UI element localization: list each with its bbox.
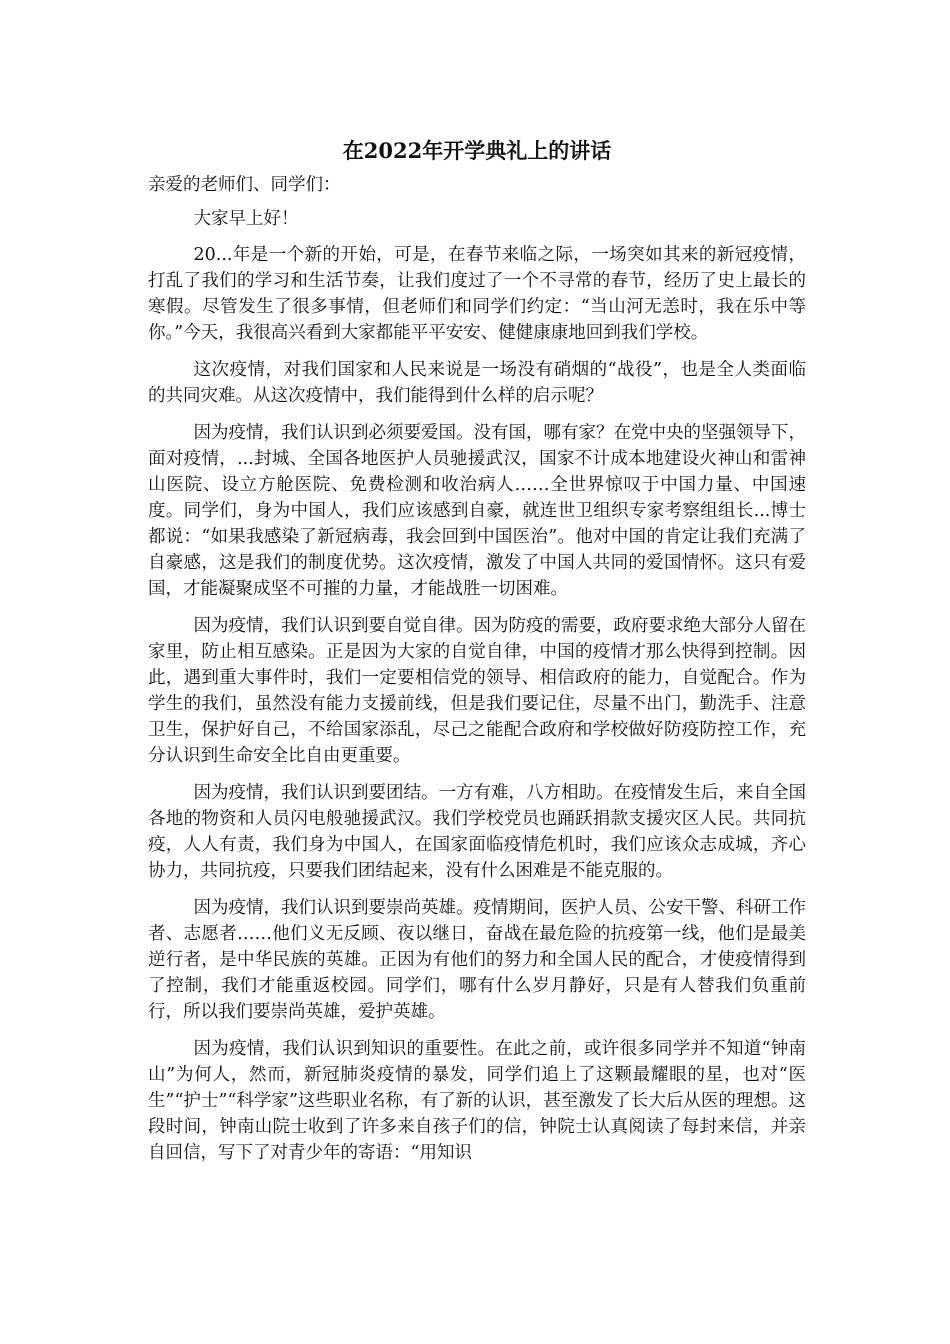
document-title: 在2022年开学典礼上的讲话 — [342, 138, 612, 163]
greeting: 大家早上好！ — [193, 209, 299, 229]
paragraph: 因为疫情，我们认识到要团结。一方有难，八方相助。在疫情发生后，来自全国各地的物资和人员闪电般驰援武汉。我们学校党员也踊跃捐款支援灾区人民。共同抗疫，人人有责，我们身为中国人，在国家面临疫情危机时，我们应该众志成城，齐心协力，共同抗疫，只要我们团结起来，没有什么困难是不能克服的。 — [148, 783, 806, 881]
paragraph: 这次疫情，对我们国家和人民来说是一场没有硝烟的“战役”，也是全人类面临的共同灾难。从这次疫情中，我们能得到什么样的启示呢？ — [148, 360, 806, 406]
paragraph: 因为疫情，我们认识到要自觉自律。因为防疫的需要，政府要求绝大部分人留在家里，防止相互感染。正是因为大家的自觉自律，中国的疫情才那么快得到控制。因此，遇到重大事件时，我们一定要相信党的领导、相信政府的能力，自觉配合。作为学生的我们，虽然没有能力支援前线，但是我们要记住，尽量不出门，勤洗手、注意卫生，保护好自己，不给国家添乱，尽己之能配合政府和学校做好防疫防控工作，充分认识到生命安全比自由更重要。 — [148, 616, 806, 766]
paragraph: 20...年是一个新的开始，可是，在春节来临之际，一场突如其来的新冠疫情，打乱了我们的学习和生活节奏，让我们度过了一个不寻常的春节，经历了史上最长的寒假。尽管发生了很多事情，但老师们和同学们约定：“当山河无恙时，我在乐中等你。”今天，我很高兴看到大家都能平平安安、健健康康地回到我们学校。 — [148, 245, 806, 343]
paragraph: 因为疫情，我们认识到知识的重要性。在此之前，或许很多同学并不知道“钟南山”为何人，然而，新冠肺炎疫情的暴发，同学们追上了这颗最耀眼的星，也对“医生”“护士”“科学家”这些职业名称，有了新的认识，甚至激发了长大后从医的理想。这段时间，钟南山院士收到了许多来自孩子们的信，钟院士认真阅读了每封来信，并亲自回信，写下了对青少年的寄语：“用知识 — [148, 1039, 806, 1163]
salutation: 亲爱的老师们、同学们： — [148, 175, 341, 195]
document-body — [148, 134, 806, 1177]
paragraph: 因为疫情，我们认识到要崇尚英雄。疫情期间，医护人员、公安干警、科研工作者、志愿者……他们义无反顾、夜以继日，奋战在最危险的抗疫第一线，他们是最美逆行者，是中华民族的英雄。正因为有他们的努力和全国人民的配合，才使疫情得到了控制，我们才能重返校园。同学们，哪有什么岁月静好，只是有人替我们负重前行，所以我们要崇尚英雄，爱护英雄。 — [148, 898, 806, 1022]
paragraph: 因为疫情，我们认识到必须要爱国。没有国，哪有家？在党中央的坚强领导下，面对疫情，...封城、全国各地医护人员驰援武汉，国家不计成本地建设火神山和雷神山医院、设立方舱医院、免费检测和收治病人……全世界惊叹于中国力量、中国速度。同学们，身为中国人，我们应该感到自豪，就连世卫组织专家考察组组长...博士都说：“如果我感染了新冠病毒，我会回到中国医治”。他对中国的肯定让我们充满了自豪感，这是我们的制度优势。这次疫情，激发了中国人共同的爱国情怀。这只有爱国，才能凝聚成坚不可摧的力量，才能战胜一切困难。 — [148, 423, 806, 599]
